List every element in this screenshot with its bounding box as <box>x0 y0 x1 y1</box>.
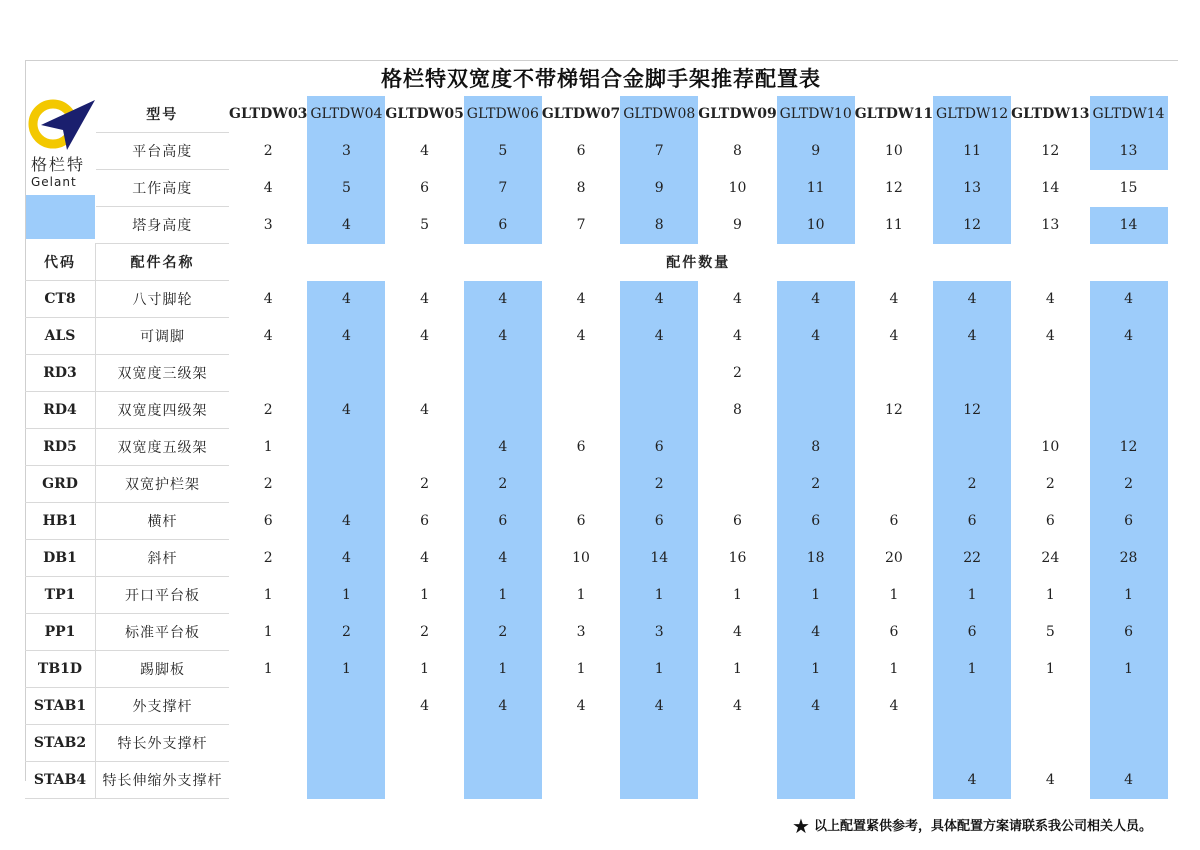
quantity-cell: 6 <box>1011 503 1089 540</box>
height-cell: 8 <box>698 133 776 170</box>
quantity-cell <box>229 762 307 799</box>
quantity-cell <box>464 725 542 762</box>
part-name: 特长伸缩外支撑杆 <box>96 762 230 799</box>
row-label: 平台高度 <box>96 133 230 170</box>
quantity-cell: 2 <box>307 614 385 651</box>
quantity-header: 配件数量 <box>666 255 731 271</box>
quantity-cell: 6 <box>385 503 463 540</box>
quantity-cell <box>229 688 307 725</box>
height-cell: 6 <box>542 133 620 170</box>
part-name: 双宽度四级架 <box>96 392 230 429</box>
quantity-cell: 4 <box>307 281 385 318</box>
part-name: 斜杆 <box>96 540 230 577</box>
quantity-cell <box>933 725 1011 762</box>
quantity-cell: 12 <box>933 392 1011 429</box>
height-cell: 14 <box>1090 207 1168 244</box>
quantity-cell <box>698 762 776 799</box>
quantity-cell <box>620 392 698 429</box>
quantity-cell: 2 <box>464 466 542 503</box>
quantity-cell <box>307 466 385 503</box>
quantity-cell: 1 <box>229 577 307 614</box>
quantity-cell <box>620 725 698 762</box>
part-name: 八寸脚轮 <box>96 281 230 318</box>
quantity-cell: 4 <box>229 318 307 355</box>
quantity-cell <box>1011 725 1089 762</box>
quantity-cell: 4 <box>1011 318 1089 355</box>
quantity-cell: 22 <box>933 540 1011 577</box>
height-cell: 9 <box>620 170 698 207</box>
height-cell: 3 <box>229 207 307 244</box>
height-cell: 14 <box>1011 170 1089 207</box>
quantity-cell: 4 <box>620 318 698 355</box>
part-name: 踢脚板 <box>96 651 230 688</box>
part-code: STAB4 <box>25 762 96 799</box>
height-cell: 13 <box>933 170 1011 207</box>
quantity-cell: 2 <box>698 355 776 392</box>
part-row <box>25 429 1168 466</box>
height-cell: 13 <box>1090 133 1168 170</box>
part-name: 双宽护栏架 <box>96 466 230 503</box>
part-code: HB1 <box>25 503 96 540</box>
code-header: 代码 <box>25 244 96 281</box>
height-cell: 13 <box>1011 207 1089 244</box>
model-cell: GLTDW03 <box>229 96 307 133</box>
quantity-cell: 18 <box>777 540 855 577</box>
quantity-cell: 12 <box>1090 429 1168 466</box>
work-height-row <box>25 170 1168 207</box>
quantity-cell <box>1011 355 1089 392</box>
quantity-cell: 4 <box>464 281 542 318</box>
part-name: 可调脚 <box>96 318 230 355</box>
quantity-cell <box>777 762 855 799</box>
part-name: 特长外支撑杆 <box>96 725 230 762</box>
quantity-cell: 16 <box>698 540 776 577</box>
height-cell: 12 <box>933 207 1011 244</box>
part-row <box>25 392 1168 429</box>
quantity-cell: 6 <box>542 429 620 466</box>
quantity-cell: 4 <box>1011 762 1089 799</box>
height-cell: 12 <box>855 170 933 207</box>
quantity-cell: 20 <box>855 540 933 577</box>
quantity-cell <box>464 355 542 392</box>
quantity-cell: 6 <box>542 503 620 540</box>
quantity-cell: 4 <box>933 318 1011 355</box>
quantity-cell <box>385 762 463 799</box>
quantity-cell: 1 <box>933 577 1011 614</box>
quantity-cell <box>777 725 855 762</box>
height-cell: 5 <box>385 207 463 244</box>
part-code: ALS <box>25 318 96 355</box>
quantity-cell: 4 <box>855 281 933 318</box>
quantity-cell: 1 <box>1090 651 1168 688</box>
height-cell: 7 <box>464 170 542 207</box>
quantity-cell: 6 <box>1090 503 1168 540</box>
quantity-cell <box>620 762 698 799</box>
model-cell: GLTDW11 <box>855 96 933 133</box>
quantity-cell <box>307 429 385 466</box>
logo-chinese-name: 格栏特 <box>31 155 86 174</box>
quantity-cell: 1 <box>385 651 463 688</box>
part-row <box>25 540 1168 577</box>
part-name-header: 配件名称 <box>96 244 230 281</box>
quantity-cell <box>307 725 385 762</box>
quantity-cell: 1 <box>698 577 776 614</box>
quantity-cell <box>1090 688 1168 725</box>
part-code: RD3 <box>25 355 96 392</box>
quantity-cell: 1 <box>620 651 698 688</box>
quantity-cell: 4 <box>855 688 933 725</box>
footnote-text: 以上配置紧供参考，具体配置方案请联系我公司相关人员。 <box>813 819 1152 834</box>
star-icon: ★ <box>792 814 810 838</box>
quantity-cell: 4 <box>307 318 385 355</box>
height-cell: 9 <box>777 133 855 170</box>
quantity-cell: 4 <box>542 281 620 318</box>
quantity-cell: 8 <box>777 429 855 466</box>
quantity-cell: 4 <box>464 688 542 725</box>
quantity-cell: 1 <box>855 651 933 688</box>
quantity-cell: 4 <box>307 503 385 540</box>
quantity-cell: 6 <box>777 503 855 540</box>
quantity-cell <box>698 429 776 466</box>
model-row <box>25 96 1168 133</box>
quantity-cell: 4 <box>933 762 1011 799</box>
quantity-cell <box>542 725 620 762</box>
part-row <box>25 281 1168 318</box>
quantity-cell: 6 <box>620 429 698 466</box>
quantity-cell: 8 <box>698 392 776 429</box>
model-cell: GLTDW12 <box>933 96 1011 133</box>
height-cell: 11 <box>933 133 1011 170</box>
quantity-cell <box>229 355 307 392</box>
quantity-cell: 1 <box>385 577 463 614</box>
quantity-cell: 6 <box>464 503 542 540</box>
model-cell: GLTDW07 <box>542 96 620 133</box>
quantity-cell: 4 <box>777 614 855 651</box>
quantity-cell: 2 <box>464 614 542 651</box>
quantity-cell <box>542 355 620 392</box>
part-row <box>25 466 1168 503</box>
part-code: PP1 <box>25 614 96 651</box>
quantity-cell: 1 <box>229 651 307 688</box>
quantity-cell: 4 <box>777 281 855 318</box>
quantity-cell <box>385 429 463 466</box>
quantity-cell: 1 <box>1090 577 1168 614</box>
quantity-cell: 1 <box>698 651 776 688</box>
quantity-cell: 1 <box>307 651 385 688</box>
quantity-cell: 10 <box>1011 429 1089 466</box>
quantity-cell: 4 <box>464 318 542 355</box>
part-code: TB1D <box>25 651 96 688</box>
quantity-cell: 4 <box>229 281 307 318</box>
part-row <box>25 688 1168 725</box>
quantity-cell <box>1090 392 1168 429</box>
quantity-cell: 2 <box>933 466 1011 503</box>
height-cell: 5 <box>307 170 385 207</box>
quantity-cell: 6 <box>933 614 1011 651</box>
height-cell: 6 <box>385 170 463 207</box>
quantity-cell: 4 <box>542 688 620 725</box>
height-cell: 11 <box>855 207 933 244</box>
quantity-cell: 4 <box>385 392 463 429</box>
quantity-cell <box>464 762 542 799</box>
quantity-cell: 14 <box>620 540 698 577</box>
part-code: RD5 <box>25 429 96 466</box>
quantity-cell: 6 <box>1090 614 1168 651</box>
quantity-cell <box>464 392 542 429</box>
height-cell: 15 <box>1090 170 1168 207</box>
height-cell: 8 <box>542 170 620 207</box>
height-cell: 7 <box>620 133 698 170</box>
quantity-cell: 4 <box>464 540 542 577</box>
quantity-cell: 4 <box>1011 281 1089 318</box>
quantity-cell <box>385 725 463 762</box>
quantity-cell: 28 <box>1090 540 1168 577</box>
height-cell: 4 <box>385 133 463 170</box>
quantity-cell: 1 <box>464 577 542 614</box>
quantity-cell <box>542 392 620 429</box>
quantity-cell: 24 <box>1011 540 1089 577</box>
quantity-cell: 4 <box>698 614 776 651</box>
part-code: CT8 <box>25 281 96 318</box>
quantity-cell <box>1090 725 1168 762</box>
part-name: 标准平台板 <box>96 614 230 651</box>
height-cell: 10 <box>777 207 855 244</box>
part-code: TP1 <box>25 577 96 614</box>
model-cell: GLTDW14 <box>1090 96 1168 133</box>
quantity-cell <box>933 355 1011 392</box>
configuration-table <box>25 96 1168 799</box>
quantity-cell <box>855 355 933 392</box>
quantity-cell <box>698 466 776 503</box>
quantity-cell <box>307 355 385 392</box>
quantity-cell: 2 <box>1011 466 1089 503</box>
quantity-cell: 2 <box>229 466 307 503</box>
model-cell: GLTDW05 <box>385 96 463 133</box>
height-cell: 7 <box>542 207 620 244</box>
height-cell: 6 <box>464 207 542 244</box>
quantity-cell: 6 <box>855 503 933 540</box>
part-code: DB1 <box>25 540 96 577</box>
quantity-cell: 4 <box>464 429 542 466</box>
quantity-cell <box>777 355 855 392</box>
quantity-cell <box>1090 355 1168 392</box>
quantity-cell <box>933 688 1011 725</box>
quantity-cell: 1 <box>620 577 698 614</box>
quantity-cell: 1 <box>542 651 620 688</box>
height-cell: 5 <box>464 133 542 170</box>
logo-english-name: Gelant <box>31 175 77 189</box>
quantity-cell: 2 <box>385 614 463 651</box>
quantity-cell <box>542 466 620 503</box>
quantity-cell <box>1011 392 1089 429</box>
quantity-cell: 4 <box>698 688 776 725</box>
quantity-cell <box>855 429 933 466</box>
quantity-cell: 1 <box>542 577 620 614</box>
quantity-cell: 1 <box>777 651 855 688</box>
quantity-cell: 12 <box>855 392 933 429</box>
quantity-cell <box>855 762 933 799</box>
quantity-cell: 4 <box>698 281 776 318</box>
height-cell: 10 <box>698 170 776 207</box>
model-cell: GLTDW13 <box>1011 96 1089 133</box>
part-name: 外支撑杆 <box>96 688 230 725</box>
quantity-cell <box>620 355 698 392</box>
quantity-cell: 1 <box>229 614 307 651</box>
quantity-cell: 4 <box>698 318 776 355</box>
quantity-cell: 2 <box>620 466 698 503</box>
part-row <box>25 577 1168 614</box>
part-code: GRD <box>25 466 96 503</box>
height-cell: 4 <box>307 207 385 244</box>
quantity-cell: 1 <box>307 577 385 614</box>
part-row <box>25 725 1168 762</box>
quantity-cell <box>933 429 1011 466</box>
quantity-cell: 4 <box>777 688 855 725</box>
quantity-cell <box>855 466 933 503</box>
quantity-cell: 6 <box>855 614 933 651</box>
logo-cell <box>25 96 96 244</box>
part-row <box>25 355 1168 392</box>
quantity-cell: 1 <box>1011 577 1089 614</box>
part-code: STAB2 <box>25 725 96 762</box>
quantity-cell: 6 <box>229 503 307 540</box>
height-cell: 11 <box>777 170 855 207</box>
quantity-cell: 4 <box>620 688 698 725</box>
quantity-cell: 1 <box>855 577 933 614</box>
quantity-cell: 3 <box>542 614 620 651</box>
quantity-cell: 1 <box>933 651 1011 688</box>
quantity-cell <box>777 392 855 429</box>
part-code: STAB1 <box>25 688 96 725</box>
model-label: 型号 <box>96 96 230 133</box>
part-code: RD4 <box>25 392 96 429</box>
quantity-cell: 3 <box>620 614 698 651</box>
row-label: 工作高度 <box>96 170 230 207</box>
part-name: 双宽度五级架 <box>96 429 230 466</box>
quantity-cell: 10 <box>542 540 620 577</box>
height-cell: 10 <box>855 133 933 170</box>
model-cell: GLTDW09 <box>698 96 776 133</box>
quantity-cell <box>385 355 463 392</box>
quantity-cell: 5 <box>1011 614 1089 651</box>
quantity-cell: 4 <box>1090 318 1168 355</box>
quantity-cell: 4 <box>385 688 463 725</box>
quantity-cell: 2 <box>385 466 463 503</box>
part-row <box>25 762 1168 799</box>
quantity-cell: 2 <box>229 540 307 577</box>
part-row <box>25 503 1168 540</box>
model-cell: GLTDW04 <box>307 96 385 133</box>
quantity-cell: 4 <box>385 281 463 318</box>
quantity-cell: 4 <box>1090 281 1168 318</box>
model-cell: GLTDW08 <box>620 96 698 133</box>
model-cell: GLTDW10 <box>777 96 855 133</box>
quantity-cell: 4 <box>385 540 463 577</box>
quantity-cell: 4 <box>307 392 385 429</box>
quantity-cell: 2 <box>1090 466 1168 503</box>
part-row <box>25 318 1168 355</box>
parts-header-row <box>25 244 1168 281</box>
quantity-cell: 1 <box>1011 651 1089 688</box>
height-cell: 3 <box>307 133 385 170</box>
quantity-cell <box>307 688 385 725</box>
quantity-cell: 4 <box>855 318 933 355</box>
quantity-cell: 4 <box>777 318 855 355</box>
part-name: 开口平台板 <box>96 577 230 614</box>
quantity-cell <box>1011 688 1089 725</box>
quantity-cell: 1 <box>229 429 307 466</box>
row-label: 塔身高度 <box>96 207 230 244</box>
quantity-cell: 2 <box>229 392 307 429</box>
part-name: 双宽度三级架 <box>96 355 230 392</box>
quantity-cell: 4 <box>385 318 463 355</box>
tower-height-row <box>25 207 1168 244</box>
height-cell: 8 <box>620 207 698 244</box>
part-name: 横杆 <box>96 503 230 540</box>
quantity-cell: 2 <box>777 466 855 503</box>
page-title: 格栏特双宽度不带梯铝合金脚手架推荐配置表 <box>381 66 821 91</box>
quantity-cell: 4 <box>620 281 698 318</box>
quantity-cell: 4 <box>542 318 620 355</box>
quantity-cell: 4 <box>933 281 1011 318</box>
height-cell: 4 <box>229 170 307 207</box>
quantity-cell <box>229 725 307 762</box>
height-cell: 2 <box>229 133 307 170</box>
quantity-cell: 4 <box>1090 762 1168 799</box>
quantity-cell <box>542 762 620 799</box>
platform-height-row <box>25 133 1168 170</box>
quantity-cell: 6 <box>698 503 776 540</box>
quantity-cell <box>855 725 933 762</box>
height-cell: 12 <box>1011 133 1089 170</box>
part-row <box>25 651 1168 688</box>
quantity-cell: 1 <box>777 577 855 614</box>
footnote <box>792 814 1152 838</box>
quantity-cell: 6 <box>620 503 698 540</box>
height-cell: 9 <box>698 207 776 244</box>
part-row <box>25 614 1168 651</box>
quantity-cell: 1 <box>464 651 542 688</box>
quantity-cell: 4 <box>307 540 385 577</box>
quantity-cell: 6 <box>933 503 1011 540</box>
model-cell: GLTDW06 <box>464 96 542 133</box>
quantity-cell <box>698 725 776 762</box>
quantity-cell <box>307 762 385 799</box>
